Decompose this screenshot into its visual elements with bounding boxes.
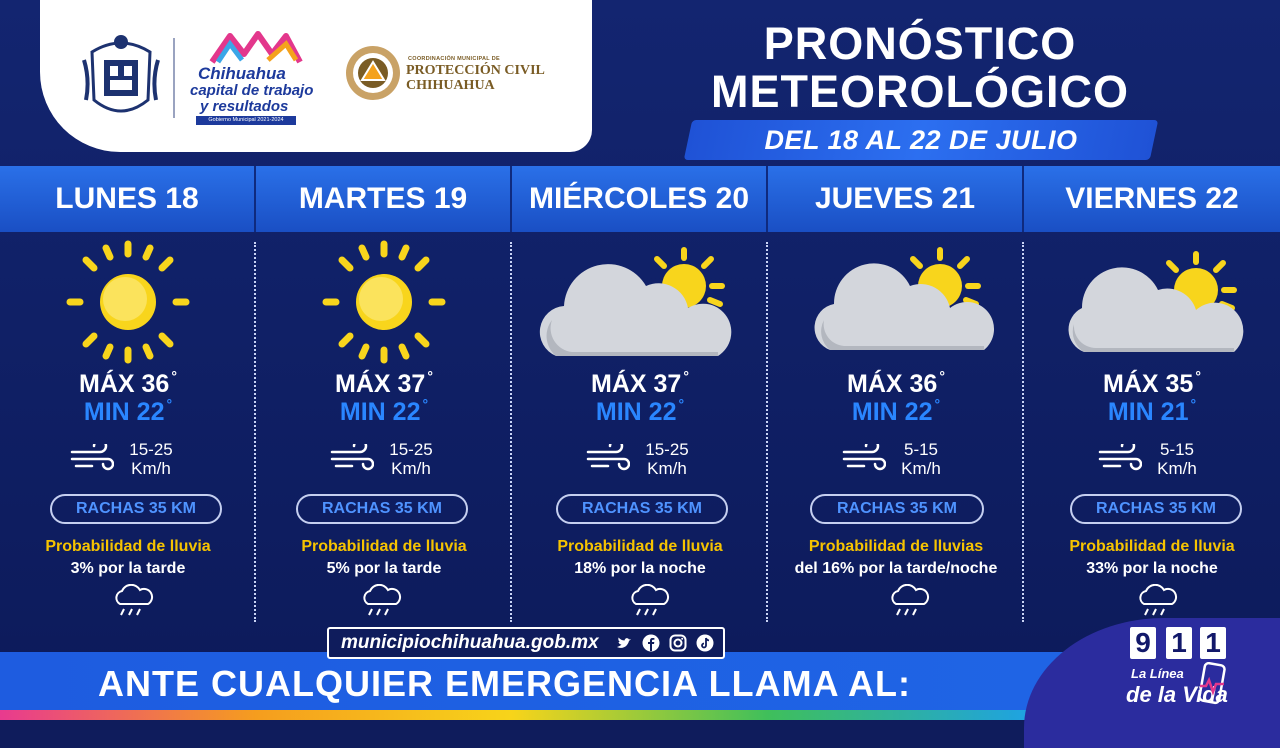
max-temp: MÁX 37 ° — [591, 368, 689, 398]
rain-cloud-icon — [886, 584, 932, 618]
gusts-badge: RACHAS 35 KM — [810, 494, 984, 524]
min-temp: MIN 22 ° — [595, 396, 685, 426]
wind-speed: 5-15 Km/h — [901, 440, 941, 478]
rain-probability-detail: 18% por la noche — [574, 560, 706, 577]
municipal-bar: Gobierno Municipal 2021-2024 — [196, 116, 296, 125]
website-link[interactable]: municipiochihuahua.gob.mx — [341, 632, 599, 653]
sun-icon — [0, 238, 256, 366]
rain-probability-title: Probabilidad de lluvia — [301, 538, 467, 555]
facebook-icon[interactable] — [642, 634, 660, 652]
rain-cloud-icon — [1134, 584, 1180, 618]
day-column — [0, 232, 256, 622]
rain-cloud-icon — [358, 584, 404, 618]
wind-icon — [842, 444, 886, 474]
rain-probability-title: Probabilidad de lluvias — [808, 538, 984, 555]
cloud-sun-icon — [512, 238, 768, 366]
municipal-tagline-2: y resultados — [200, 98, 289, 115]
wind-icon — [70, 444, 114, 474]
min-temp: MIN 22 ° — [339, 396, 429, 426]
date-range: DEL 18 AL 22 DE JULIO — [764, 125, 1078, 155]
day-name: MARTES 19 — [298, 182, 468, 215]
title-line-2: METEOROLÓGICO — [711, 66, 1129, 117]
sun-icon — [256, 238, 512, 366]
digit-1: 1 — [1166, 627, 1192, 659]
wind-icon — [1098, 444, 1142, 474]
twitter-icon[interactable] — [615, 634, 633, 652]
gusts-badge: RACHAS 35 KM — [1070, 494, 1242, 524]
max-temp: MÁX 36 ° — [79, 368, 177, 398]
gusts-badge: RACHAS 35 KM — [296, 494, 468, 524]
rain-probability-title: Probabilidad de lluvia — [45, 538, 211, 555]
wind-speed: 5-15 Km/h — [1157, 440, 1197, 478]
title-line-1: PRONÓSTICO — [763, 18, 1077, 69]
gusts-badge: RACHAS 35 KM — [50, 494, 222, 524]
day-column — [256, 232, 512, 622]
pc-name-line1: PROTECCIÓN CIVIL — [406, 63, 545, 78]
logo-separator — [173, 38, 175, 118]
wind-speed: 15-25 Km/h — [389, 440, 433, 478]
pc-name-line2: CHIHUAHUA — [406, 78, 495, 93]
digit-1: 1 — [1200, 627, 1226, 659]
min-temp: MIN 21 ° — [1107, 396, 1197, 426]
rain-probability-detail: 5% por la tarde — [326, 560, 442, 577]
rain-cloud-icon — [110, 584, 156, 618]
max-temp: MÁX 37 ° — [335, 368, 433, 398]
cloud-sun-icon — [768, 238, 1024, 366]
instagram-icon[interactable] — [669, 634, 687, 652]
rain-probability-detail: del 16% por la tarde/noche — [794, 560, 998, 577]
min-temp: MIN 22 ° — [851, 396, 941, 426]
day-name: MIÉRCOLES 20 — [528, 182, 750, 215]
wind-icon — [586, 444, 630, 474]
max-temp: MÁX 35 ° — [1103, 368, 1201, 398]
emergency-text: ANTE CUALQUIER EMERGENCIA LLAMA AL: — [98, 663, 911, 704]
logo-panel — [40, 0, 592, 152]
phone-heartbeat-icon — [1196, 662, 1228, 708]
wind-speed: 15-25 Km/h — [129, 440, 173, 478]
rain-cloud-icon — [626, 584, 672, 618]
proteccion-civil-emblem-icon — [344, 44, 402, 102]
day-column — [768, 232, 1024, 622]
municipal-tagline-1: capital de trabajo — [190, 82, 314, 99]
pc-coordination-label: COORDINACIÓN MUNICIPAL DE — [408, 56, 500, 62]
wind-icon — [330, 444, 374, 474]
city-crest-icon — [82, 30, 160, 124]
rain-probability-detail: 33% por la noche — [1086, 560, 1218, 577]
gusts-badge: RACHAS 35 KM — [556, 494, 728, 524]
day-name: LUNES 18 — [55, 182, 199, 215]
day-name: VIERNES 22 — [1065, 182, 1239, 215]
wind-speed: 15-25 Km/h — [645, 440, 689, 478]
cloud-sun-icon — [1024, 238, 1280, 366]
digit-9: 9 — [1130, 627, 1156, 659]
linea-vida-line2: de la Vida — [1126, 682, 1228, 707]
rain-probability-title: Probabilidad de lluvia — [557, 538, 723, 555]
day-column — [1024, 232, 1280, 622]
municipal-name: Chihuahua — [198, 64, 286, 83]
rain-probability-detail: 3% por la tarde — [70, 560, 186, 577]
day-name: JUEVES 21 — [814, 182, 976, 215]
day-column — [512, 232, 768, 622]
website-pill[interactable] — [327, 627, 725, 659]
linea-vida-line1: La Línea — [1131, 666, 1184, 681]
tiktok-icon[interactable] — [696, 634, 714, 652]
chihuahua-mountains-icon — [208, 30, 304, 64]
rain-probability-title: Probabilidad de lluvia — [1069, 538, 1235, 555]
min-temp: MIN 22 ° — [83, 396, 173, 426]
max-temp: MÁX 36 ° — [847, 368, 945, 398]
